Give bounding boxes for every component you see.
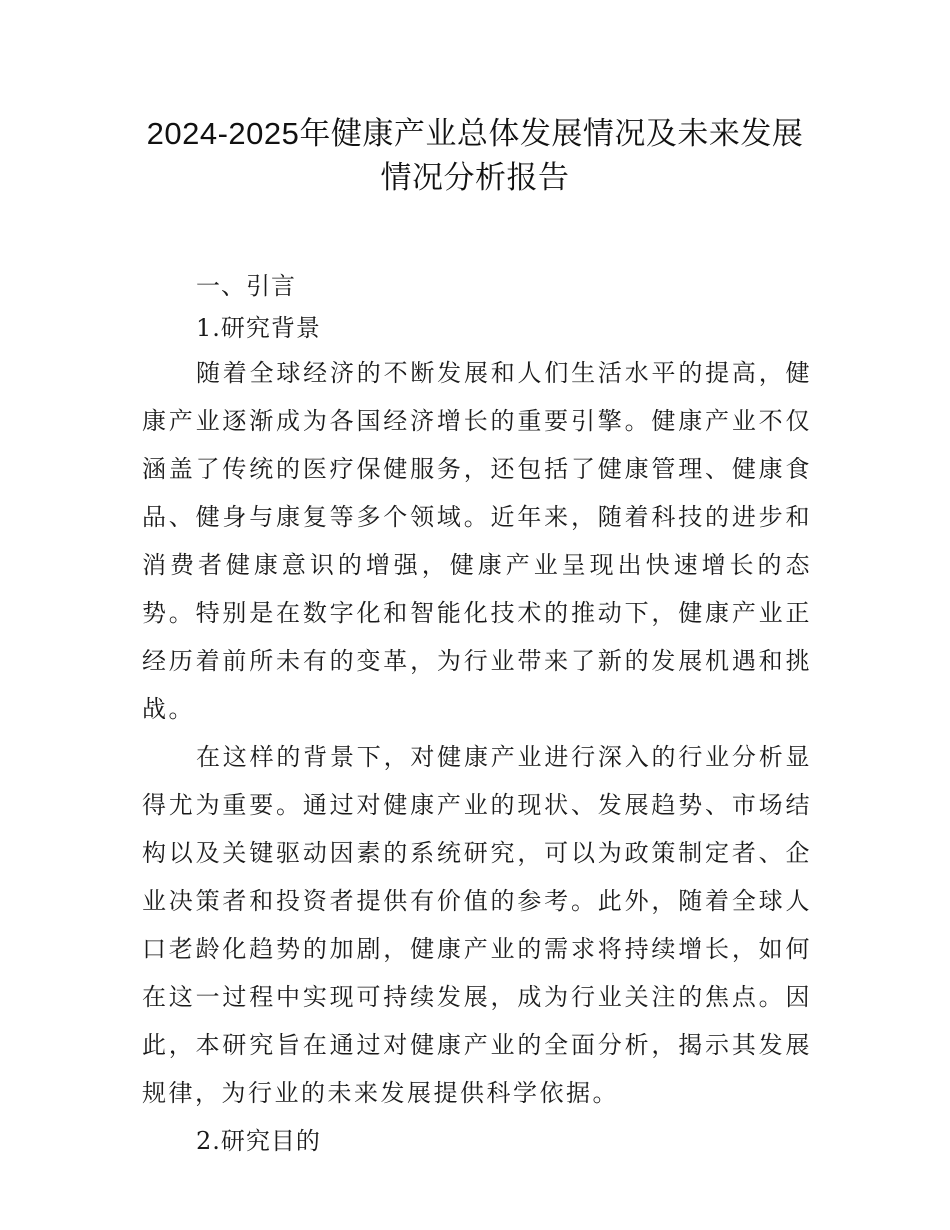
- title-line-2: 情况分析报告: [380, 160, 570, 195]
- subsection-heading-research-purpose: 2.研究目的: [196, 1127, 321, 1155]
- section-heading-introduction: 一、引言: [196, 272, 296, 300]
- paragraph-background-2: 在这样的背景下，对健康产业进行深入的行业分析显得尤为重要。通过对健康产业的现状、发展趋势、市场结构以及关键驱动因素的系统研究，可以为政策制定者、企业决策者和投资者提供有价值的参考。此外，随着全球人口老龄化趋势的加剧，健康产业的需求将持续增长，如何在这一过程中实现可持续发展，成为行业关注的焦点。因此，本研究旨在通过对健康产业的全面分析，揭示其发展规律，为行业的未来发展提供科学依据。: [142, 743, 812, 1107]
- title-line-1: 2024-2025年健康产业总体发展情况及未来发展: [146, 116, 804, 151]
- document-title: [100, 112, 850, 200]
- paragraph-background-1: 随着全球经济的不断发展和人们生活水平的提高，健康产业逐渐成为各国经济增长的重要引擎。健康产业不仅涵盖了传统的医疗保健服务，还包括了健康管理、健康食品、健身与康复等多个领域。近年来，随着科技的进步和消费者健康意识的增强，健康产业呈现出快速增长的态势。特别是在数字化和智能化技术的推动下，健康产业正经历着前所未有的变革，为行业带来了新的发展机遇和挑战。: [142, 359, 812, 723]
- subsection-heading-research-background: 1.研究背景: [196, 314, 321, 342]
- document-body: [142, 265, 812, 1165]
